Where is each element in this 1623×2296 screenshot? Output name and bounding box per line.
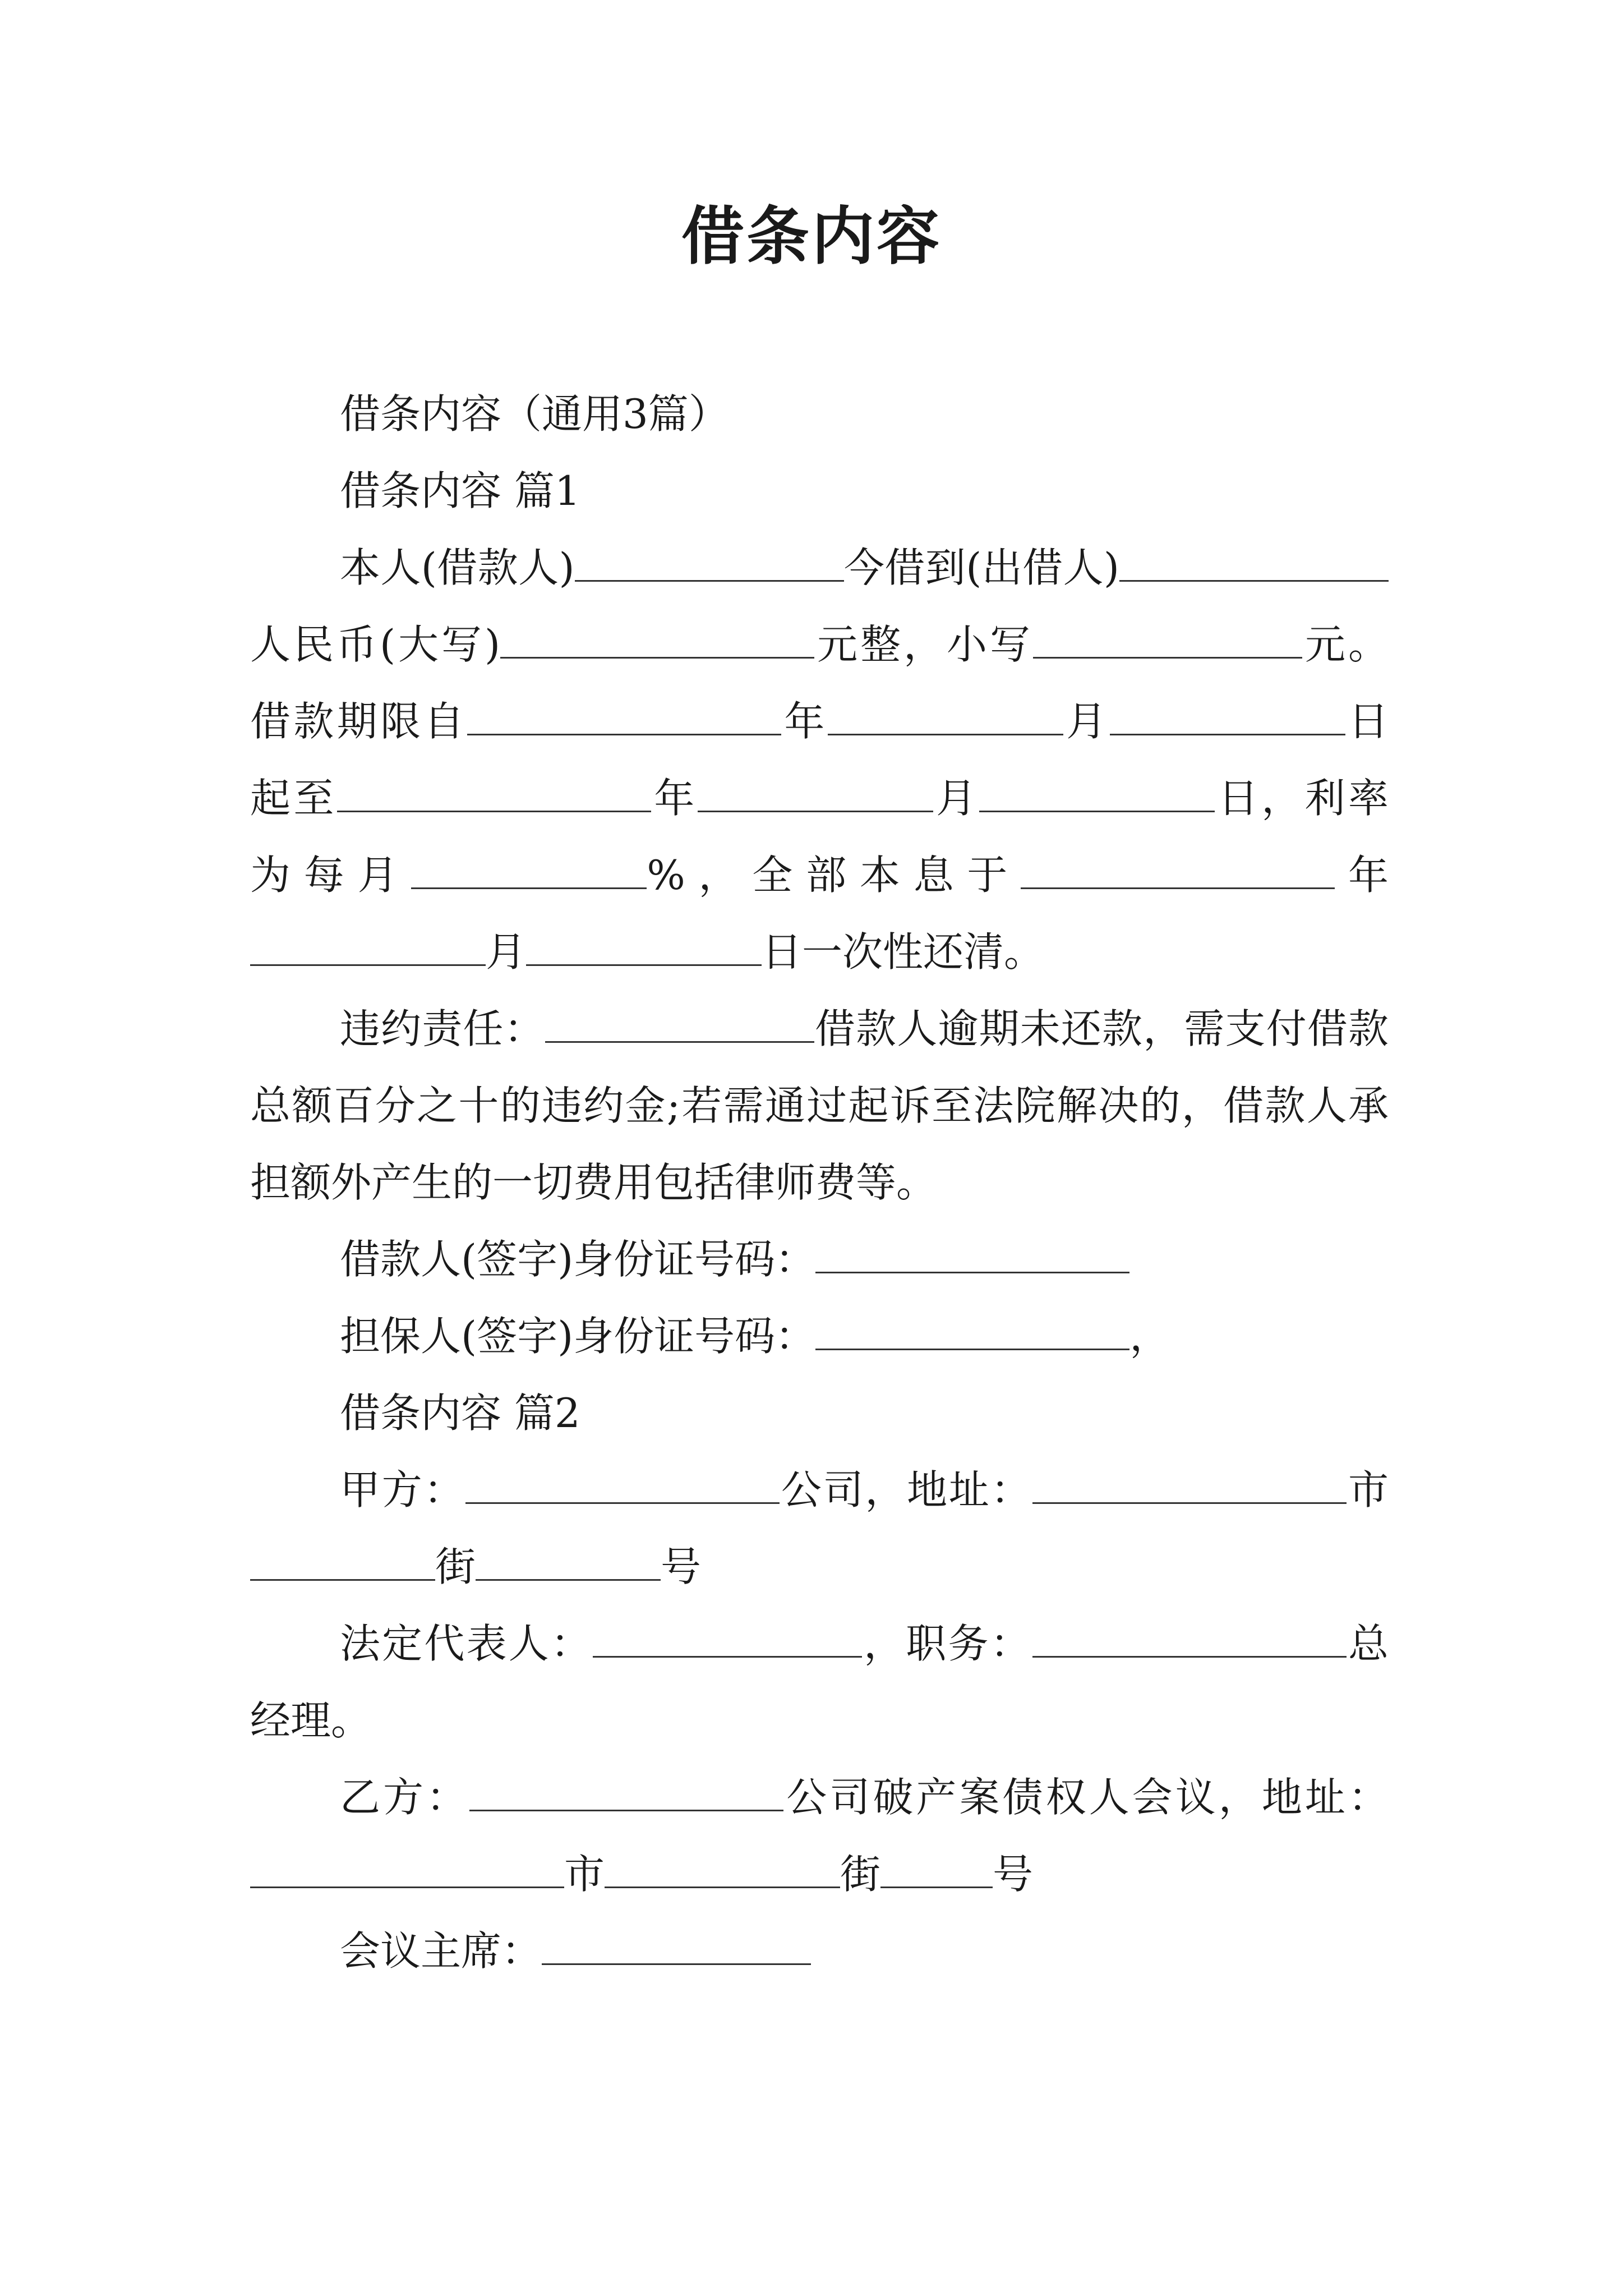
end-day-blank [979,776,1215,812]
party-a-company-blank [465,1467,780,1504]
borrower-signature-label: 借款人(签字)身份证号码： [340,1236,816,1283]
lender-label: 今借到(出借人) [843,544,1119,591]
guarantor-id-blank [815,1314,1129,1350]
party-b-address-label: 公司破产案债权人会议，地址： [783,1774,1389,1821]
party-a-street-blank [250,1544,435,1581]
guarantor-signature-label: 担保人(签字)身份证号码： [340,1313,816,1360]
legal-rep-paragraph [250,1605,1389,1759]
borrower-id-blank [815,1237,1129,1273]
borrower-signature-line [250,1221,1389,1298]
party-b-address-blank [250,1852,564,1888]
repay-day-blank [526,930,762,966]
party-a-street-label: 街 [435,1543,476,1590]
penalty-label: 违约责任： [340,1005,545,1052]
end-month-blank [698,776,933,812]
intro-line [250,376,1389,453]
intro-text: 借条内容（通用3篇） [340,390,729,438]
repay-year-blank [1021,853,1335,889]
section1-loan-paragraph [250,530,1389,991]
start-day-blank [1110,699,1345,735]
section1-heading-text: 借条内容 篇1 [340,467,580,514]
penalty-blank [545,1006,814,1043]
legal-rep-blank [593,1621,862,1658]
repay-month-label: 月 [486,928,527,976]
amount-lower-label: 元整，小写 [814,621,1034,668]
section1-penalty-paragraph [250,991,1389,1221]
interest-label: 日，利率为每月 [250,775,1389,899]
party-b-number-blank [880,1852,993,1888]
guarantor-comma: ， [1129,1313,1170,1360]
amount-lower-blank [1033,622,1302,659]
party-a-number-blank [476,1544,661,1581]
section2-heading [250,1375,1389,1452]
repay-year-label: 年 [1335,852,1389,899]
start-year-blank [467,699,781,735]
repay-label: %，全部本息于 [647,852,1021,899]
start-month-blank [828,699,1063,735]
legal-rep-label: 法定代表人： [340,1620,593,1667]
interest-rate-blank [411,853,647,889]
chairman-blank [542,1929,811,1965]
party-b-number-label: 号 [993,1851,1034,1898]
position-blank [1032,1621,1347,1658]
end-year-blank [337,776,651,812]
end-month-label: 月 [933,775,980,822]
amount-upper-label: 人民币(大写) [250,621,501,668]
party-b-city-label: 市 [564,1851,605,1898]
section1-heading [250,453,1389,530]
party-b-street-blank [605,1852,840,1888]
end-year-label: 年 [651,775,698,822]
party-a-address-label: 公司，地址： [780,1466,1033,1513]
borrower-label: 本人(借款人) [340,544,575,591]
lender-blank [1119,545,1389,582]
term-start-label: 元。借款期限自 [250,621,1389,745]
document-title: 借条内容 [681,200,942,273]
party-a-address-blank [1032,1467,1347,1504]
amount-upper-blank [500,622,814,659]
penalty-text: 借款人逾期未还款，需支付借款总额百分之十的违约金;若需通过起诉至法院解决的，借款人承担额外产生的一切费用包括律师费等。 [250,1005,1389,1206]
start-year-label: 年 [781,698,828,745]
position-value: 总经理。 [250,1620,1389,1744]
party-a-label: 甲方： [340,1466,466,1513]
guarantor-signature-line [250,1298,1389,1375]
party-a-city-label: 市 [1347,1466,1389,1513]
party-a-number-label: 号 [661,1543,702,1590]
party-b-label: 乙方： [340,1774,470,1821]
party-b-company-blank [469,1775,783,1811]
document-body [250,376,1389,1990]
party-b-paragraph [250,1759,1389,1913]
repay-month-blank [250,930,486,966]
chairman-line [250,1913,1389,1990]
start-month-label: 月 [1063,698,1110,745]
borrower-blank [575,545,844,582]
term-end-label: 日起至 [250,698,1389,822]
party-a-paragraph [250,1452,1389,1605]
chairman-label: 会议主席： [340,1927,542,1975]
position-label: ，职务： [861,1620,1032,1667]
section2-heading-text: 借条内容 篇2 [340,1389,580,1437]
repay-end-text: 日一次性还清。 [762,928,1045,976]
party-b-street-label: 街 [840,1851,881,1898]
